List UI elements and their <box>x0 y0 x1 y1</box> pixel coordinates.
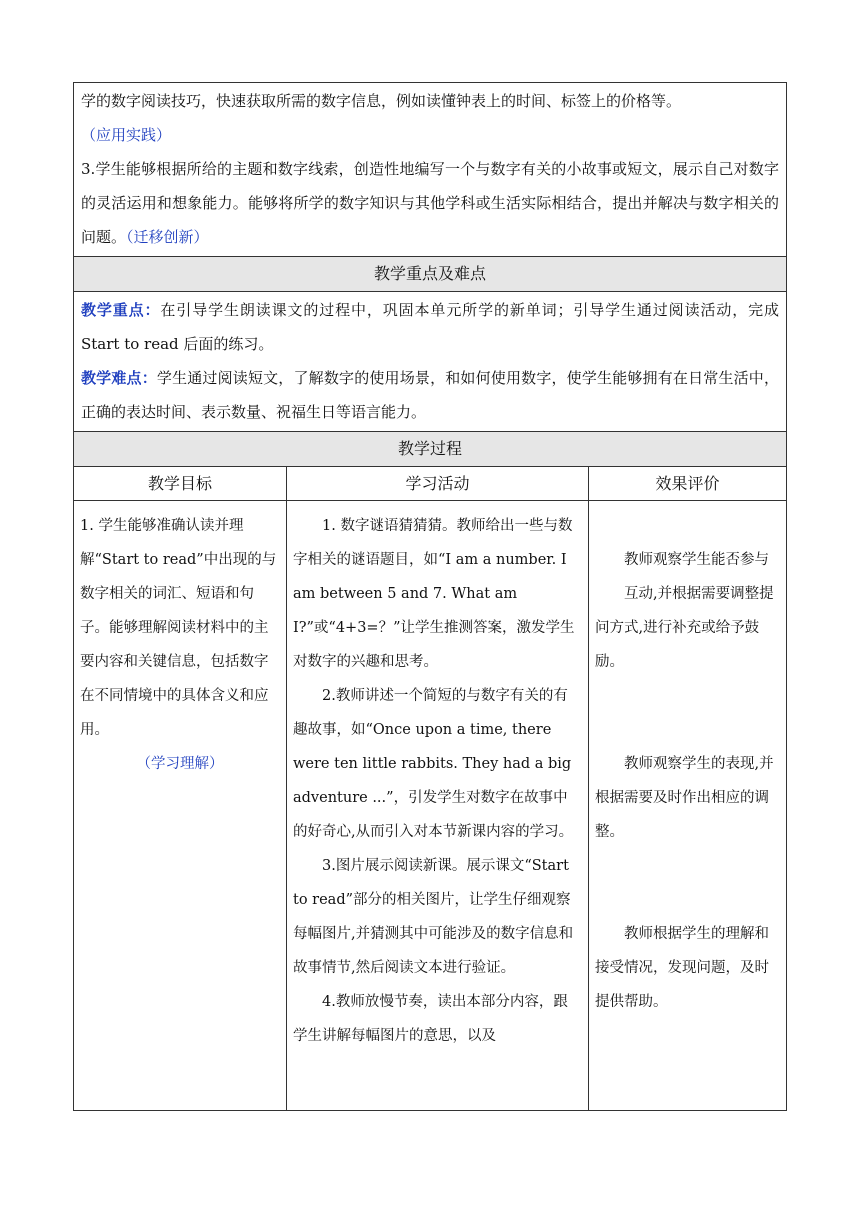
column-header-activity: 学习活动 <box>287 467 589 501</box>
process-heading-row <box>74 432 787 467</box>
key-points-heading: 教学重点及难点 <box>74 257 787 292</box>
process-heading: 教学过程 <box>74 432 787 467</box>
key-points-heading-row <box>74 257 787 292</box>
goal-text: 1. 学生能够准确认读并理解“Start to read”中出现的与数字相关的词汇、短语和句子。能够理解阅读材料中的主要内容和关键信息，包括数字在不同情境中的具体含义和应用。 <box>80 518 277 738</box>
goal-cell <box>74 501 287 1111</box>
objective-3-tag: （迁移创新） <box>126 228 209 246</box>
document-page <box>73 82 786 1111</box>
column-header-evaluation: 效果评价 <box>589 467 787 501</box>
activity-3: 3.图片展示阅读新课。展示课文“Start to read”部分的相关图片，让学生仔细观察每幅图片,并猜测其中可能涉及的数字信息和故事情节,然后阅读文本进行验证。 <box>293 858 574 976</box>
objectives-row <box>74 83 787 257</box>
evaluation-1: 教师观察学生能否参与 <box>624 552 769 568</box>
key-points-cell <box>74 292 787 432</box>
activity-4: 4.教师放慢节奏，读出本部分内容，跟学生讲解每幅图片的意思，以及 <box>293 994 568 1044</box>
objective-3-text: 3.学生能够根据所给的主题和数字线索，创造性地编写一个与数字有关的小故事或短文，展示自己对数字的灵活运用和想象能力。能够将所学的数字知识与其他学科或生活实际相结合，提出并解决与数字相关的问题。 <box>81 160 779 246</box>
evaluation-2: 教师观察学生的表现,并根据需要及时作出相应的调整。 <box>595 756 774 840</box>
evaluation-3: 教师根据学生的理解和接受情况，发现问题，及时提供帮助。 <box>595 926 769 1010</box>
column-header-row <box>74 467 787 501</box>
teaching-difficulty-label: 教学难点： <box>81 369 157 387</box>
teaching-focus <box>74 293 786 361</box>
objective-3 <box>74 152 786 254</box>
activity-2: 2.教师讲述一个简短的与数字有关的有趣故事，如“Once upon a time, there were ten little rabbits. They had a big adventure ...”，引发学生对数字在故事中的好奇心,从而引入对本节新课内容的学习。 <box>293 688 574 840</box>
teaching-difficulty-text: 学生通过阅读短文，了解数字的使用场景，和如何使用数字，使学生能够拥有在日常生活中，正确的表达时间、表示数量、祝福生日等语言能力。 <box>81 369 779 421</box>
activity-cell <box>287 501 589 1111</box>
process-content-row <box>74 501 787 1111</box>
activity-1: 1. 数字谜语猜猜猜。教师给出一些与数字相关的谜语题目，如“I am a number. I am between 5 and 7. What am I?”或“4+3=？”让学生推测答案，激发学生对数字的兴趣和思考。 <box>293 518 575 670</box>
column-header-goal: 教学目标 <box>74 467 287 501</box>
objectives-cell <box>74 83 787 257</box>
goal-tag: （学习理解） <box>136 756 224 772</box>
objective-2-tag: （应用实践） <box>81 126 172 144</box>
teaching-focus-text: 在引导学生朗读课文的过程中，巩固本单元所学的新单词；引导学生通过阅读活动，完成 Start to read 后面的练习。 <box>81 301 779 353</box>
evaluation-1-continued: 互动,并根据需要调整提问方式,进行补充或给予鼓励。 <box>595 586 774 670</box>
objective-2-continued <box>74 84 786 152</box>
objective-2-text: 学的数字阅读技巧，快速获取所需的数字信息，例如读懂钟表上的时间、标签上的价格等。 <box>81 92 682 110</box>
lesson-plan-table <box>73 82 787 1111</box>
evaluation-cell <box>589 501 787 1111</box>
teaching-difficulty <box>74 361 786 429</box>
teaching-focus-label: 教学重点： <box>81 301 161 319</box>
key-points-row <box>74 292 787 432</box>
